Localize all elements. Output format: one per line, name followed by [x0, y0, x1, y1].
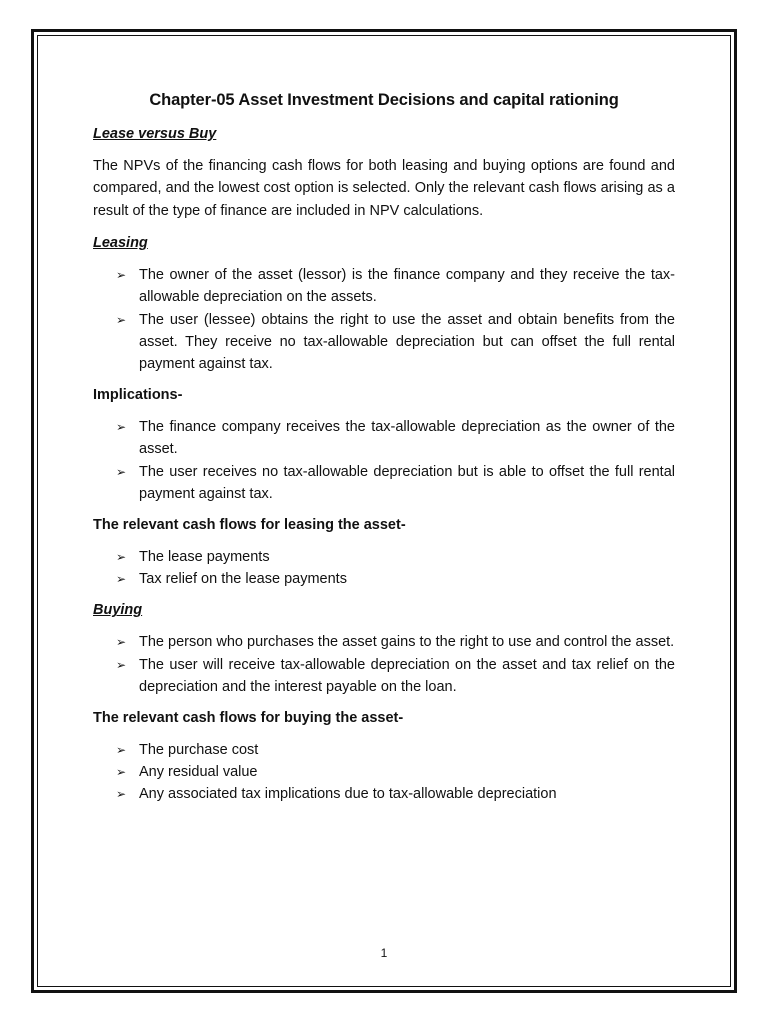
arrow-bullet-icon: ➢ [116, 787, 127, 802]
leasing-bullet-list [93, 264, 675, 375]
list-item: ➢ Any associated tax implications due to tax-allowable depreciation [93, 783, 675, 805]
list-item: ➢ The user receives no tax-allowable depreciation but is able to offset the full rental payment against tax. [93, 461, 675, 505]
section-heading-implications: Implications- [93, 387, 183, 404]
list-item: ➢ The user (lessee) obtains the right to use the asset and obtain benefits from the asset. They receive no tax-allowable depreciation but can offset the full rental payment against tax. [93, 309, 675, 376]
buying-bullet-list [93, 631, 675, 698]
arrow-bullet-icon: ➢ [116, 572, 127, 587]
page-title: Chapter-05 Asset Investment Decisions and capital rationing [149, 91, 619, 109]
arrow-bullet-icon: ➢ [116, 635, 127, 650]
arrow-bullet-icon: ➢ [116, 268, 127, 283]
arrow-bullet-icon: ➢ [116, 765, 127, 780]
list-item: ➢ The purchase cost [93, 739, 675, 761]
list-item: ➢ The lease payments [93, 546, 675, 568]
section-heading-buying: Buying [93, 602, 143, 619]
arrow-bullet-icon: ➢ [116, 550, 127, 565]
arrow-bullet-icon: ➢ [116, 420, 127, 435]
arrow-bullet-icon: ➢ [116, 312, 127, 327]
arrow-bullet-icon: ➢ [116, 464, 127, 479]
document-body [93, 88, 675, 815]
arrow-bullet-icon: ➢ [116, 657, 127, 672]
list-item: ➢ Any residual value [93, 761, 675, 783]
list-item: ➢ The finance company receives the tax-allowable depreciation as the owner of the asset. [93, 416, 675, 460]
leasing-cash-flows-list [93, 546, 675, 590]
arrow-bullet-icon: ➢ [116, 743, 127, 758]
section-heading-buying-cash-flows: The relevant cash flows for buying the asset- [93, 710, 404, 727]
section-heading-leasing-cash-flows: The relevant cash flows for leasing the asset- [93, 517, 406, 534]
section-heading-leasing: Leasing [93, 235, 148, 252]
lease-versus-buy-paragraph: The NPVs of the financing cash flows for both leasing and buying options are found and compared, and the lowest cost option is selected. Only the relevant cash flows arising as a result of the type of finance are included in NPV calculations. [93, 158, 675, 219]
list-item: ➢ The person who purchases the asset gains to the right to use and control the asset. [93, 631, 675, 653]
list-item: ➢ The user will receive tax-allowable depreciation on the asset and tax relief on the depreciation and the interest payable on the loan. [93, 654, 675, 698]
section-heading-lease-versus-buy: Lease versus Buy [93, 126, 217, 142]
list-item: ➢ The owner of the asset (lessor) is the finance company and they receive the tax-allowable depreciation on the assets. [93, 264, 675, 308]
list-item: ➢ Tax relief on the lease payments [93, 568, 675, 590]
implications-bullet-list [93, 416, 675, 505]
buying-cash-flows-list [93, 739, 675, 806]
page-number: 1 [380, 946, 388, 960]
